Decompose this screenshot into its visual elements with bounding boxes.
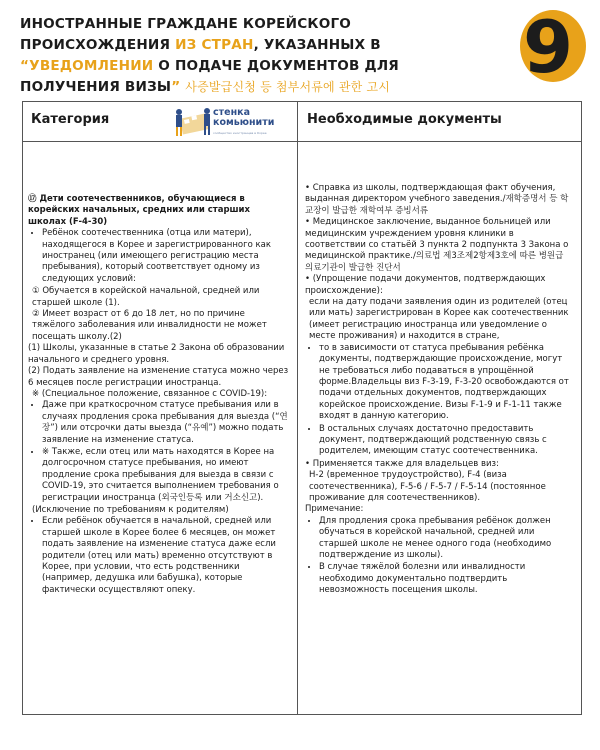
logo-illustration-icon: [173, 104, 213, 140]
doc-simplified-condition: если на дату подачи заявления один из родителей (отец или мать) зарегистрирован в Корее как соотечественник (имеет регистрацию иностранца или уведомление о месте проживания) и находится в стране,: [309, 297, 569, 342]
footnote-2: (2) Подать заявление на изменение статуса можно через 6 месяцев после регистрации иностранца.: [28, 366, 289, 388]
doc-simplified-bullet-1: • то в зависимости от статуса пребывания ребёнка документы, подтверждающие происхождение, могут не требоваться либо подаваться в упрощённой форме.Владельцы виз F-3-19, F-3-20 освобождаются от подачи отдельных документов, подтверждающих корейское происхождение. Визы F-1-9 и F-1-11 также входят в данную категорию.: [319, 343, 573, 423]
title-text-3: О ПОДАЧЕ ДОКУМЕНТОВ ДЛЯ ПОЛУЧЕНИЯ ВИЗЫ: [20, 58, 399, 95]
page-number: 9: [522, 6, 574, 86]
doc-medical-certificate: • Медицинское заключение, выданное больницей или медицинским учреждением уровня клиники в соответствии со статьёй 3 пункта 2 подпункта 3 Закона о медицинской практике./의료법 제3조제2항제3호에 따른 병원급 의료기관이 발급한 진단서: [305, 217, 569, 273]
column-header-category: Категория: [31, 112, 110, 127]
page-header: [20, 14, 500, 98]
footnote-1: (1) Школы, указанные в статье 2 Закона об образовании начального и среднего уровня.: [28, 343, 285, 365]
doc-school-certificate: • Справка из школы, подтверждающая факт обучения, выданная директором учебного заведения./재학증명서 등 학교장이 발급한 재학여부 증빙서류: [305, 183, 569, 216]
doc-simplified-list: [305, 343, 573, 458]
page-title: [20, 14, 500, 98]
category-bullet: • Ребёнок соотечественника (отца или матери), находящегося в Корее и зарегистрированного как иностранец (или имеющего регистрацию места пребывания), который соответствует одному из следующих условий:: [42, 228, 290, 285]
exception-note: (Исключение по требованиям к родителям): [32, 504, 229, 515]
category-heading: ⑰ Дети соотечественников, обучающиеся в корейских начальных, средних или старших школах (F-4-30): [28, 194, 251, 227]
doc-simplified-heading: • (Упрощение подачи документов, подтверждающих происхождение):: [305, 274, 546, 296]
title-text-2: , УКАЗАННЫХ В: [253, 37, 381, 53]
header-divider: [23, 141, 581, 142]
exception-list: [28, 516, 290, 596]
logo-subtitle: сообщество иностранцев в Корее: [213, 131, 267, 135]
title-korean: 사증발급신청 등 첨부서류에 관한 고시: [185, 80, 391, 94]
documents-table: [22, 101, 582, 715]
stenka-logo: [173, 104, 293, 140]
covid-list: [28, 400, 290, 504]
logo-line-1: стенка: [213, 107, 251, 118]
column-divider: [297, 102, 298, 714]
documents-column: [305, 183, 573, 598]
category-list-1: [28, 228, 290, 285]
logo-line-2: комьюнити: [213, 117, 275, 128]
exception-bullet: • Если ребёнок обучается в начальной, средней или старшей школе в Корее более 6 месяцев, он может подать заявление на изменение статуса даже если родители (отец или мать) временно отсутствуют в Корее, при условии, что есть родственники (например, дедушка или бабушка), которые фактически осуществляют опеку.: [42, 516, 290, 596]
title-accent-3: ”: [171, 79, 186, 95]
title-accent-1: ИЗ СТРАН: [175, 37, 254, 53]
doc-note-bullet-1: • Для продления срока пребывания ребёнок должен обучаться в корейской начальной, средней или старшей школе не менее одного года (необходимо подтверждение из школы).: [319, 516, 573, 562]
condition-1: ① Обучается в корейской начальной, средней или старшей школе (1).: [32, 286, 260, 308]
doc-also-applies: • Применяется также для владельцев виз:: [305, 458, 499, 469]
covid-bullet-1: • Даже при краткосрочном статусе пребывания или в случаях продления срока пребывания для выезда (“연장”) или отсрочки даты выезда (“유예”) можно подать заявление на изменение статуса.: [42, 400, 290, 446]
doc-note-bullet-2: • В случае тяжёлой болезни или инвалидности необходимо документально подтвердить невозможность посещения школы.: [319, 562, 573, 596]
covid-note: ※ (Специальное положение, связанное с COVID-19):: [32, 388, 268, 399]
doc-visa-list: H-2 (временное трудоустройство), F-4 (виза соотечественника), F-5-6 / F-5-7 / F-5-14 (постоянное проживание для соотечественников).: [309, 470, 546, 503]
logo-text: [213, 108, 274, 128]
category-column: [28, 194, 290, 597]
doc-simplified-bullet-2: • В остальных случаях достаточно предоставить документ, подтверждающий родственную связь с родителем, имеющим статус соотечественника.: [319, 424, 573, 458]
condition-2: ② Имеет возраст от 6 до 18 лет, но по причине тяжёлого заболевания или инвалидности не может посещать школу.(2): [32, 309, 267, 342]
column-header-documents: Необходимые документы: [307, 112, 502, 127]
doc-note-list: [305, 516, 573, 597]
covid-bullet-2: • ※ Также, если отец или мать находятся в Корее на долгосрочном статусе пребывания, но имеют продление срока пребывания для выезда в связи с COVID-19, это считается выполнением требования о регистрации иностранца (외국인등록 или 거소신고).: [42, 447, 290, 504]
title-text-1: ИНОСТРАННЫЕ ГРАЖДАНЕ КОРЕЙСКОГО ПРОИСХОЖДЕНИЯ: [20, 16, 352, 53]
title-accent-2: “УВЕДОМЛЕНИИ: [20, 58, 154, 74]
page-number-badge: [512, 6, 588, 86]
doc-note-label: Примечание:: [305, 504, 364, 515]
